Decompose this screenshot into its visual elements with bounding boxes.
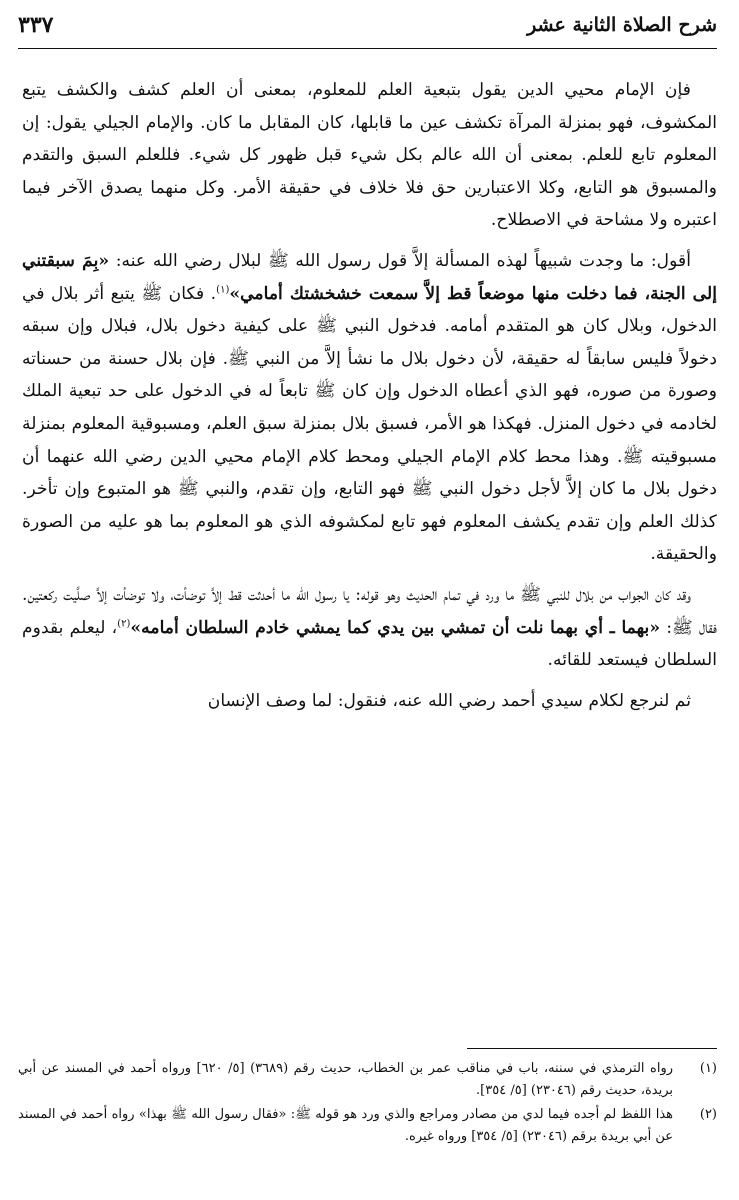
footnotes	[18, 1058, 717, 1150]
footnote-ref-2[interactable]: (٢)	[117, 617, 131, 629]
running-title: شرح الصلاة الثانية عشر	[527, 14, 717, 36]
footnote-text: هذا اللفظ لم أجده فيما لدي من مصادر ومراجع والذي ورد هو قوله ﷺ: «فقال رسول الله ﷺ بهذا» رواه أحمد في المسند عن أبي بريدة برقم (٢٣٠٤٦) [٥/ ٣٥٤] ورواه غيره.	[18, 1107, 673, 1144]
footnote-ref-1[interactable]: (١)	[216, 283, 230, 295]
paragraph-2-intro: أقول: ما وجدت شبيهاً لهذه المسألة إلاَّ قول رسول الله ﷺ لبلال رضي الله عنه:	[109, 250, 692, 271]
page-number: ٣٣٧	[18, 12, 54, 38]
paragraph-1: فإن الإمام محيي الدين يقول بتبعية العلم للمعلوم، بمعنى أن العلم كشف والكشف يتبع المكشوف، فهو بمنزلة المرآة تكشف عين ما قابلها، كان المقابل ما كان. والإمام الجيلي يقول: إن المعلوم تابع للعلم. بمعنى أن الله عالم بكل شيء قبل ظهور كل شيء. فللعلم السبق والتقدم والمسبوق هو التابع، وكلا الاعتبارين حق فلا خلاف في حقيقة الأمر. وكل منهما يصدق الآخر فيما اعتبره ولا مشاحة في الاصطلاح.	[22, 80, 717, 231]
paragraph-3-end: ، ليعلم بقدوم السلطان فيستعد للقائه.	[22, 617, 717, 671]
footnote-text: رواه الترمذي في سننه، باب في مناقب عمر بن الخطاب، حديث رقم (٣٦٨٩) [٥/ ٦٢٠] ورواه أحمد في المسند عن أبي بريدة، حديث رقم (٢٣٠٤٦) [٥/ ٣٥٤].	[18, 1061, 674, 1098]
footnote-2	[18, 1104, 717, 1148]
paragraph-4: ثم لنرجع لكلام سيدي أحمد رضي الله عنه، فنقول: لما وصف الإنسان	[207, 690, 691, 711]
paragraph-2	[22, 245, 717, 571]
paragraph-3	[22, 579, 717, 677]
paragraph-3-intro: وقد كان الجواب من بلال للنبي ﷺ ما ورد في تمام الحديث وهو قوله: يا رسول الله ما أحدثت قط إلاَّ توضأت، ولا توضأت إلاَّ صلَّيت ركعتين. فقال ﷺ:	[22, 584, 717, 638]
footnote-number: (٢)	[699, 1107, 717, 1122]
footnote-1	[18, 1058, 717, 1102]
footnote-divider	[467, 1048, 717, 1049]
footnote-number: (١)	[699, 1061, 717, 1076]
paragraph-2-body: . فكان ﷺ يتبع أثر بلال في الدخول، وبلال كان هو المتقدم أمامه. فدخول النبي ﷺ على كيفية دخول بلال، فبلال وإن سبقه دخولاً فليس سابقاً له حقيقة، لأن دخول بلال ما نشأ إلاَّ من النبي ﷺ. فإن بلال حسنة من حسناته وصورة من صوره، فهو الذي أعطاه الدخول وإن كان ﷺ تابعاً له في الدخول على حد تبعية الملك لخادمه في دخول المنزل. فهكذا هو الأمر، فسبق بلال بمنزلة سبق العلم، ومسبوقية المعلوم بمنزلة مسبوقيته ﷺ. وهذا محط كلام الإمام الجيلي ومحط كلام الإمام محيي الدين رضي الله عنهما أن دخول بلال ما كان إلاَّ لأجل دخول النبي ﷺ فهو التابع، وإن تقدم، والنبي ﷺ هو المتبوع وإن تأخر. كذلك العلم وإن تقدم يكشف المعلوم فهو تابع لمكشوفه الذي هو المعلوم بما هو عليه من الصورة والحقيقة.	[22, 283, 717, 565]
body-text	[22, 74, 717, 725]
hadith-quote-1: «بِمَ سبقتني إلى الجنة، فما دخلت منها موضعاً قط إلاَّ سمعت خشخشتك أمامي»	[22, 250, 717, 304]
page-header	[18, 8, 717, 49]
hadith-quote-2: «بهما ـ أي بهما نلت أن تمشي بين يدي كما يمشي خادم السلطان أمامه»	[130, 617, 661, 638]
